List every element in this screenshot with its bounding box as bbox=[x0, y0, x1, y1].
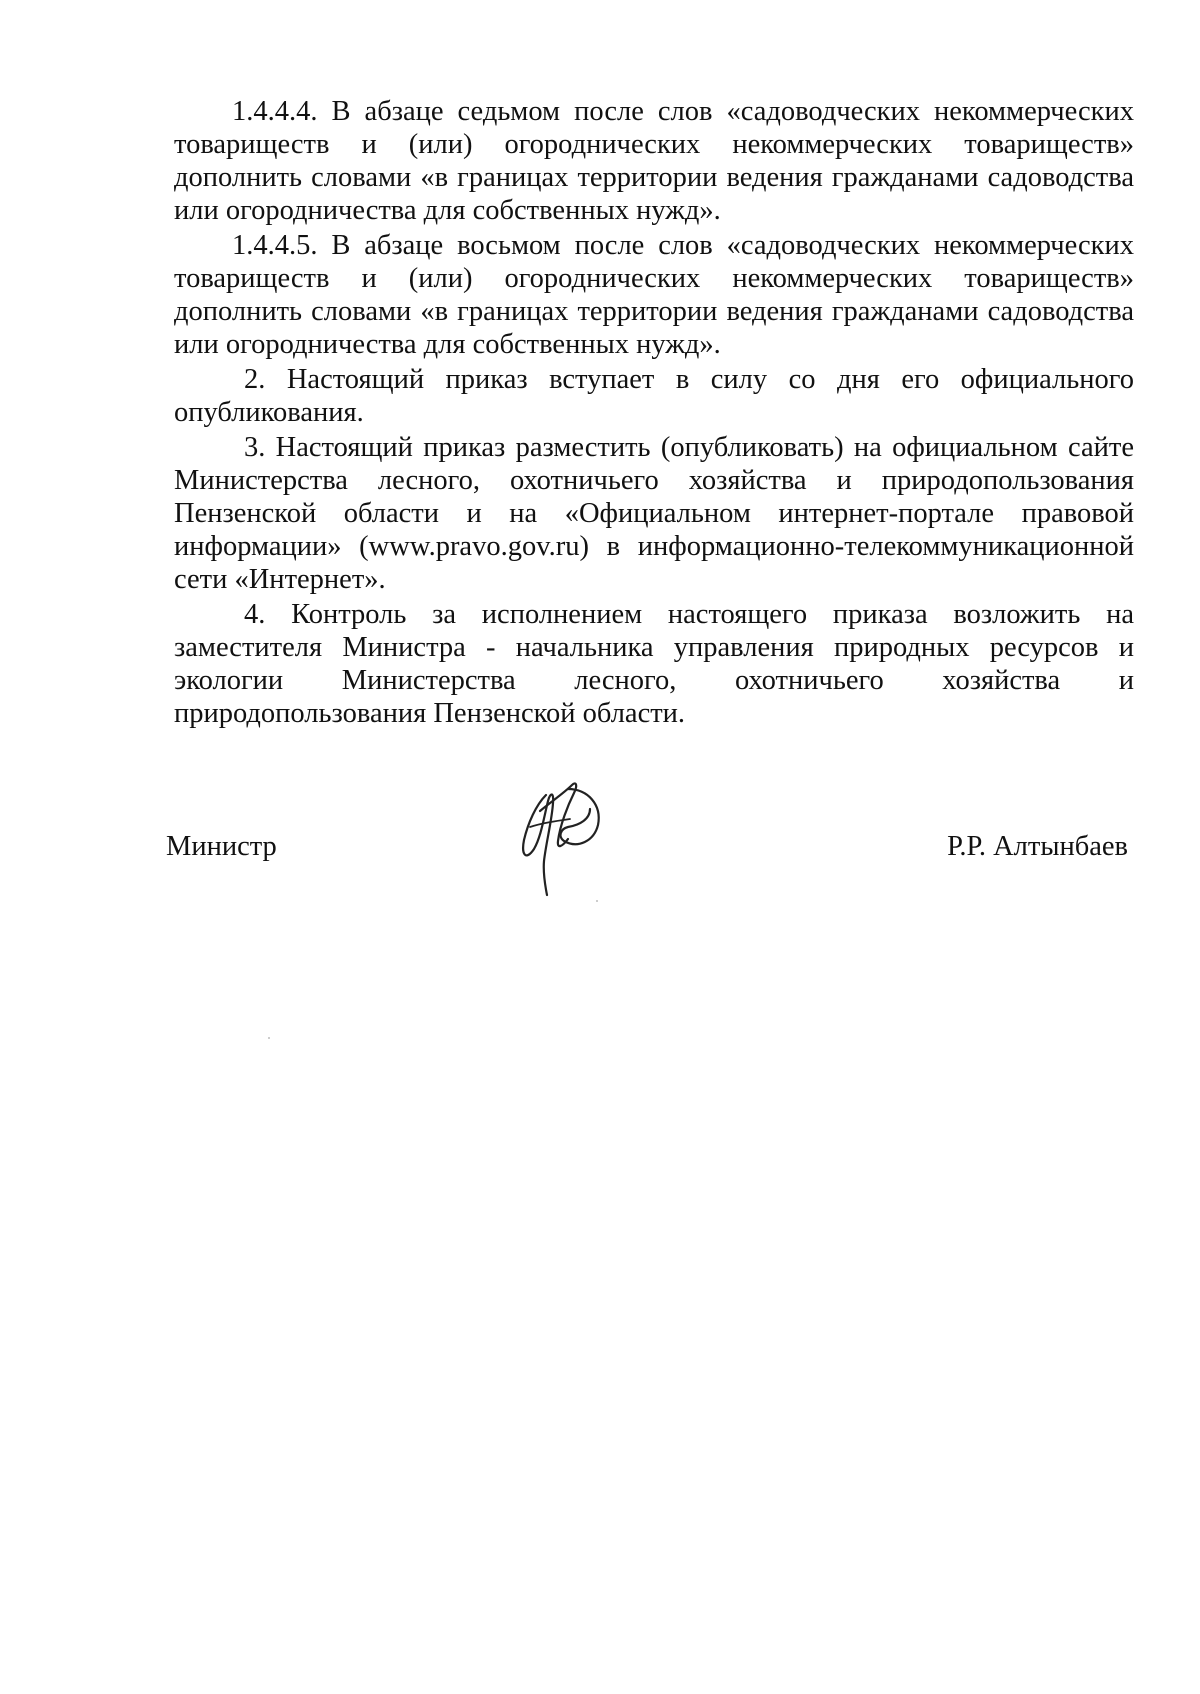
document-body bbox=[174, 95, 1134, 730]
scan-speck bbox=[268, 1037, 270, 1039]
signer-name: Р.Р. Алтынбаев bbox=[947, 831, 1128, 862]
scan-speck bbox=[596, 900, 598, 902]
paragraph-2: 2. Настоящий приказ вступает в силу со дня его официального опубликования. bbox=[174, 364, 1134, 428]
signature-block bbox=[166, 805, 1134, 925]
paragraph-1-4-4-5: 1.4.4.5. В абзаце восьмом после слов «садоводческих некоммерческих товариществ и (или) огороднических некоммерческих товариществ» дополнить словами «в границах территории ведения гражданами садоводства или огородничества для собственных нужд». bbox=[174, 230, 1134, 360]
signer-title: Министр bbox=[166, 831, 277, 862]
handwritten-signature bbox=[506, 775, 616, 900]
paragraph-3: 3. Настоящий приказ разместить (опубликовать) на официальном сайте Министерства лесного, охотничьего хозяйства и природопользования Пензенской области и на «Официальном интернет-портале правовой информации» (www.pravo.gov.ru) в информационно-телекоммуникационной сети «Интернет». bbox=[174, 432, 1134, 595]
paragraph-4: 4. Контроль за исполнением настоящего приказа возложить на заместителя Министра - начальника управления природных ресурсов и экологии Министерства лесного, охотничьего хозяйства и природопользования Пензенской области. bbox=[174, 599, 1134, 729]
paragraph-1-4-4-4: 1.4.4.4. В абзаце седьмом после слов «садоводческих некоммерческих товариществ и (или) огороднических некоммерческих товариществ» дополнить словами «в границах территории ведения гражданами садоводства или огородничества для собственных нужд». bbox=[174, 96, 1134, 226]
